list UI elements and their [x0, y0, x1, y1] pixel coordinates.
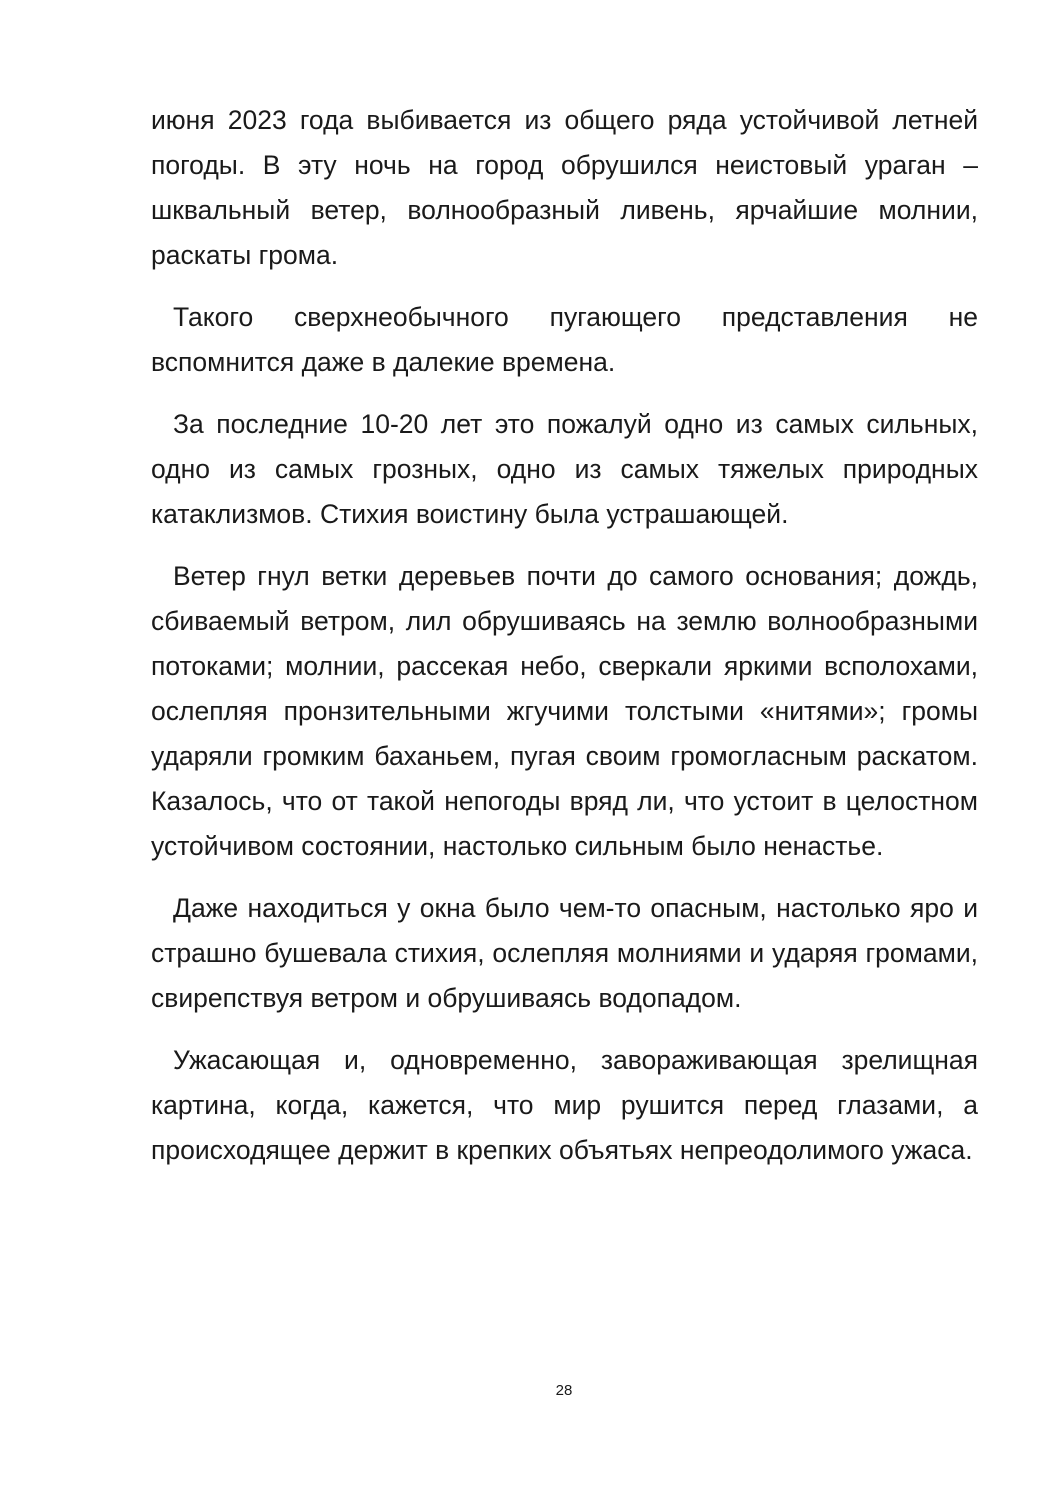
paragraph: Такого сверхнеобычного пугающего представления не вспомнится даже в далекие времена. — [151, 302, 978, 377]
paragraph: Ужасающая и, одновременно, завораживающая зрелищная картина, когда, кажется, что мир рушится перед глазами, а происходящее держит в крепких объятьях непреодолимого ужаса. — [151, 1045, 978, 1165]
paragraph: Даже находиться у окна было чем-то опасным, настолько яро и страшно бушевала стихия, ослепляя молниями и ударяя громами, свирепствуя ветром и обрушиваясь водопадом. — [151, 893, 978, 1013]
body-text — [151, 98, 978, 1190]
paragraph: Ветер гнул ветки деревьев почти до самого основания; дождь, сбиваемый ветром, лил обрушиваясь на землю волнообразными потоками; молнии, рассекая небо, сверкали яркими всполохами, ослепляя пронзительными жгучими толстыми «нитями»; громы ударяли громким баханьем, пугая своим громогласным раскатом. Казалось, что от такой непогоды вряд ли, что устоит в целостном устойчивом состоянии, настолько сильным было ненастье. — [151, 561, 978, 861]
paragraph: За последние 10-20 лет это пожалуй одно из самых сильных, одно из самых грозных, одно из самых тяжелых природных катаклизмов. Стихия воистину была устрашающей. — [151, 409, 978, 529]
paragraph-continuation: июня 2023 года выбивается из общего ряда устойчивой летней погоды. В эту ночь на город обрушился неистовый ураган – шквальный ветер, волнообразный ливень, ярчайшие молнии, раскаты грома. — [151, 105, 978, 270]
page-number: 28 — [555, 1382, 573, 1399]
